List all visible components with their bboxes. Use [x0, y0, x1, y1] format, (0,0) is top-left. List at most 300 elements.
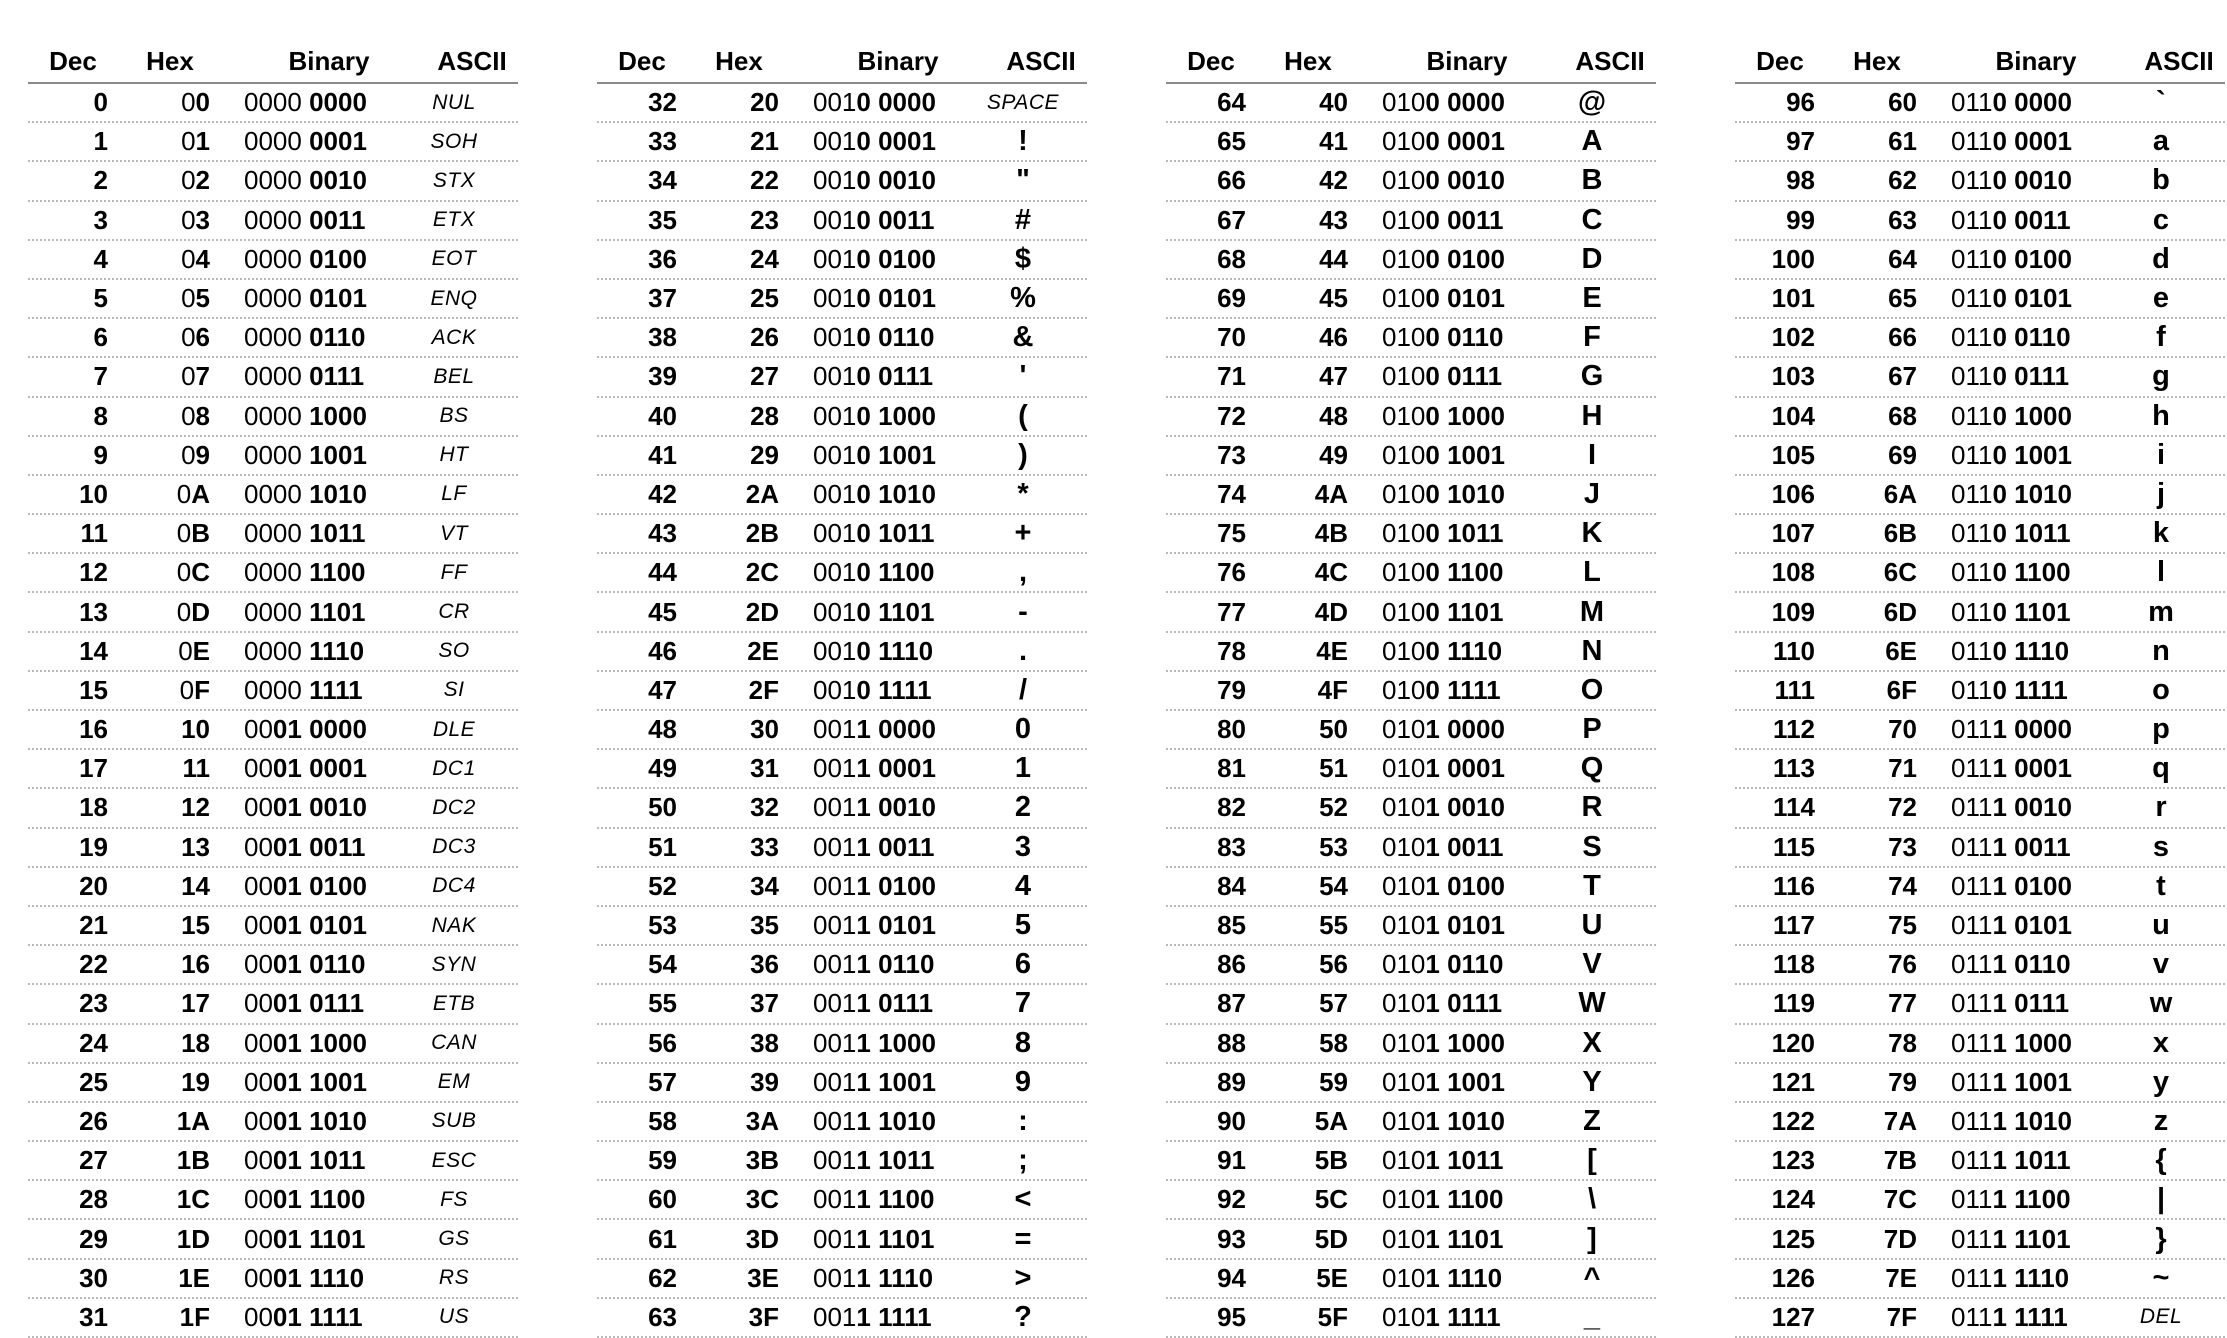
table-row — [597, 202, 1087, 241]
hex-significant-digits: 2B — [745, 518, 779, 549]
ascii-character: J — [1583, 477, 1601, 510]
hex-significant-digits: 36 — [750, 949, 779, 980]
binary-value: 0111 0011 — [1951, 831, 2071, 862]
hex-value — [1246, 1145, 1348, 1176]
binary-significant-bits: 1 1000 — [1992, 1027, 2072, 1058]
binary-significant-bits: 0 0110 — [1992, 322, 2071, 353]
ascii-character: H — [1581, 399, 1603, 432]
binary-value: 0100 1100 — [1382, 557, 1504, 588]
binary-value: 0001 1001 — [244, 1066, 367, 1097]
binary-value: 0001 1000 — [244, 1027, 367, 1058]
ascii-character: R — [1581, 791, 1603, 824]
binary-significant-bits: 1 0101 — [1992, 910, 2072, 941]
hex-value — [1815, 322, 1917, 353]
table-row — [28, 1181, 518, 1220]
ascii-character: NAK — [431, 913, 477, 937]
table-row — [1166, 789, 1656, 828]
binary-significant-bits: 0 1101 — [856, 596, 935, 627]
table-row — [1166, 868, 1656, 907]
hex-significant-digits: 78 — [1888, 1027, 1917, 1058]
hex-value — [677, 949, 779, 980]
table-row — [597, 985, 1087, 1024]
hex-value — [1246, 126, 1348, 157]
ascii-column-header: ASCII — [437, 45, 507, 76]
ascii-character: S — [1582, 830, 1602, 863]
binary-significant-bits: 1 0111 — [1992, 988, 2070, 1019]
binary-significant-bits: 0 0110 — [1425, 322, 1504, 353]
binary-column-header: Binary — [857, 45, 939, 76]
table-row — [1735, 789, 2225, 828]
ascii-character: L — [1583, 556, 1601, 589]
binary-value: 0111 1100 — [1951, 1184, 2071, 1215]
hex-significant-digits: 25 — [750, 283, 779, 314]
table-row — [1166, 1103, 1656, 1142]
table-row — [597, 319, 1087, 358]
binary-value: 0110 0100 — [1951, 243, 2072, 274]
ascii-character: Y — [1582, 1065, 1602, 1098]
ascii-character: i — [2156, 438, 2166, 471]
binary-significant-bits: 1 1100 — [856, 1184, 935, 1215]
binary-value: 0100 1110 — [1382, 635, 1503, 666]
binary-value: 0001 1110 — [244, 1262, 365, 1293]
ascii-character: * — [1017, 477, 1029, 510]
ascii-table-2 — [597, 40, 1087, 1338]
hex-value — [1815, 401, 1917, 432]
dec-value: 63 — [648, 1301, 677, 1332]
binary-significant-bits: 1 1010 — [1425, 1105, 1505, 1136]
binary-value: 0111 0111 — [1951, 988, 2070, 1019]
binary-significant-bits: 1 0101 — [856, 910, 936, 941]
dec-value: 68 — [1217, 243, 1246, 274]
binary-value: 0010 1101 — [813, 596, 935, 627]
hex-value — [677, 753, 779, 784]
table-row — [28, 1220, 518, 1259]
ascii-character: ~ — [2152, 1261, 2170, 1294]
ascii-character: | — [2156, 1183, 2166, 1216]
table-row — [28, 358, 518, 397]
table-row — [1735, 280, 2225, 319]
binary-value: 0111 0000 — [1951, 714, 2072, 745]
binary-value: 0101 1001 — [1382, 1066, 1505, 1097]
table-row — [1735, 241, 2225, 280]
dec-value: 110 — [1773, 635, 1815, 666]
dec-value: 72 — [1217, 400, 1246, 431]
binary-significant-bits: 0 1011 — [1992, 518, 2071, 549]
binary-significant-bits: 1 0011 — [1992, 831, 2071, 862]
table-row — [28, 946, 518, 985]
table-row — [28, 162, 518, 201]
ascii-character: 3 — [1014, 830, 1032, 863]
hex-significant-digits: 57 — [1319, 988, 1348, 1019]
hex-value — [1815, 165, 1917, 196]
binary-value: 0010 0101 — [813, 283, 936, 314]
dec-value: 40 — [648, 400, 677, 431]
table-row — [597, 711, 1087, 750]
ascii-character: < — [1014, 1183, 1032, 1216]
hex-value — [108, 1302, 210, 1333]
ascii-character: + — [1014, 517, 1032, 550]
table-row — [1735, 437, 2225, 476]
binary-value: 0000 0101 — [244, 283, 367, 314]
ascii-character: F — [1583, 321, 1601, 354]
hex-value — [1815, 910, 1917, 941]
hex-significant-digits: D — [191, 596, 210, 627]
hex-value — [1815, 832, 1917, 863]
binary-significant-bits: 0 1000 — [1425, 400, 1505, 431]
ascii-character: HT — [439, 443, 469, 467]
hex-significant-digits: 43 — [1319, 204, 1348, 235]
ascii-character: O — [1580, 673, 1604, 706]
hex-value — [1815, 675, 1917, 706]
table-row — [1735, 1103, 2225, 1142]
binary-significant-bits: 1010 — [309, 478, 367, 509]
ascii-character: GS — [438, 1227, 470, 1251]
dec-value: 29 — [79, 1223, 108, 1254]
hex-value — [1246, 322, 1348, 353]
hex-column-header: Hex — [715, 45, 763, 76]
table-row — [597, 1299, 1087, 1338]
binary-significant-bits: 0 1001 — [1992, 439, 2072, 470]
hex-significant-digits: 3B — [745, 1145, 779, 1176]
table-row — [1166, 241, 1656, 280]
table-row — [1735, 1025, 2225, 1064]
binary-significant-bits: 1101 — [309, 596, 366, 627]
hex-value — [1246, 518, 1348, 549]
hex-significant-digits: 34 — [750, 870, 779, 901]
table-row — [597, 1103, 1087, 1142]
table-row — [1166, 398, 1656, 437]
table-row — [1735, 711, 2225, 750]
binary-significant-bits: 0 0101 — [1425, 283, 1505, 314]
hex-value — [677, 440, 779, 471]
hex-significant-digits: 66 — [1888, 322, 1917, 353]
table-header — [597, 40, 1087, 84]
hex-value: 06 — [181, 322, 210, 353]
ascii-character: ] — [1587, 1222, 1597, 1255]
hex-significant-digits: 62 — [1888, 165, 1917, 196]
hex-significant-digits: 7A — [1883, 1105, 1917, 1136]
ascii-character: Q — [1580, 752, 1604, 785]
binary-significant-bits: 0 1001 — [1425, 439, 1505, 470]
hex-value: 0D — [176, 596, 210, 627]
binary-significant-bits: 1100 — [309, 557, 366, 588]
binary-significant-bits: 01 1100 — [272, 1184, 366, 1215]
hex-significant-digits: 58 — [1319, 1027, 1348, 1058]
binary-significant-bits: 0 0011 — [856, 204, 935, 235]
binary-significant-bits: 1 1111 — [856, 1301, 932, 1332]
table-row — [1166, 1142, 1656, 1181]
binary-significant-bits: 1 0001 — [1992, 753, 2072, 784]
dec-value: 10 — [79, 478, 108, 509]
ascii-character: K — [1581, 517, 1603, 550]
dec-value: 4 — [93, 243, 108, 274]
hex-significant-digits: 52 — [1319, 792, 1348, 823]
hex-significant-digits: 28 — [750, 400, 779, 431]
ascii-character: @ — [1577, 86, 1607, 119]
ascii-character: % — [1010, 282, 1036, 315]
binary-significant-bits: 0 1101 — [1425, 596, 1504, 627]
dec-value: 82 — [1217, 792, 1246, 823]
hex-value: 0F — [179, 674, 210, 705]
hex-significant-digits: 46 — [1319, 322, 1348, 353]
table-row — [1166, 633, 1656, 672]
hex-value — [1815, 1028, 1917, 1059]
table-row — [1735, 319, 2225, 358]
hex-significant-digits: 20 — [750, 87, 779, 118]
hex-value — [677, 1184, 779, 1215]
table-row — [597, 476, 1087, 515]
dec-value: 73 — [1217, 439, 1246, 470]
dec-value: 89 — [1217, 1066, 1246, 1097]
hex-value: 07 — [181, 361, 210, 392]
hex-value — [677, 1302, 779, 1333]
hex-value — [1815, 714, 1917, 745]
ascii-character: > — [1014, 1261, 1032, 1294]
binary-significant-bits: 0 0011 — [1425, 204, 1504, 235]
hex-value — [677, 479, 779, 510]
binary-value: 0110 1101 — [1951, 596, 2071, 627]
dec-value: 80 — [1217, 714, 1246, 745]
binary-significant-bits: 0 1111 — [1992, 674, 2068, 705]
hex-significant-digits: 64 — [1888, 243, 1917, 274]
hex-significant-digits: 22 — [750, 165, 779, 196]
hex-value — [1246, 910, 1348, 941]
hex-significant-digits: 77 — [1888, 988, 1917, 1019]
ascii-character: # — [1014, 203, 1032, 236]
binary-significant-bits: 1 1011 — [1425, 1145, 1504, 1176]
hex-value — [677, 714, 779, 745]
binary-column-header: Binary — [1426, 45, 1508, 76]
table-row — [1166, 946, 1656, 985]
binary-significant-bits: 0110 — [309, 322, 366, 353]
dec-value: 84 — [1217, 870, 1246, 901]
dec-value: 42 — [648, 478, 677, 509]
table-row — [1735, 554, 2225, 593]
binary-value: 0011 1000 — [813, 1027, 936, 1058]
dec-value: 30 — [79, 1262, 108, 1293]
hex-significant-digits: C — [191, 557, 210, 588]
table-row — [28, 554, 518, 593]
dec-value: 21 — [79, 910, 108, 941]
ascii-character: l — [2156, 556, 2166, 589]
hex-value — [1246, 1028, 1348, 1059]
binary-value: 0010 0001 — [813, 126, 936, 157]
ascii-character: ENQ — [430, 286, 478, 310]
table-row — [1735, 1299, 2225, 1338]
binary-value: 0101 0101 — [1382, 910, 1505, 941]
dec-value: 9 — [93, 439, 108, 470]
hex-significant-digits: 3A — [745, 1105, 779, 1136]
hex-value: 09 — [181, 439, 210, 470]
hex-significant-digits: 72 — [1888, 792, 1917, 823]
ascii-character: SPACE — [986, 90, 1060, 114]
binary-value: 0100 1011 — [1382, 518, 1504, 549]
dec-value: 88 — [1217, 1027, 1246, 1058]
ascii-character: ) — [1018, 438, 1028, 471]
table-row — [28, 437, 518, 476]
hex-significant-digits: 32 — [750, 792, 779, 823]
hex-value — [677, 557, 779, 588]
table-row — [28, 280, 518, 319]
dec-value: 8 — [93, 400, 108, 431]
binary-significant-bits: 0 0111 — [1992, 361, 2070, 392]
ascii-character: } — [2155, 1222, 2167, 1255]
binary-value: 0000 0110 — [244, 322, 366, 353]
dec-value: 58 — [648, 1105, 677, 1136]
ascii-character: B — [1581, 164, 1603, 197]
table-row — [597, 1064, 1087, 1103]
dec-value: 18 — [79, 792, 108, 823]
dec-value: 19 — [79, 831, 108, 862]
dec-value: 125 — [1771, 1223, 1815, 1254]
hex-significant-digits: 14 — [181, 870, 210, 901]
table-row — [1166, 593, 1656, 632]
binary-significant-bits: 0 1000 — [1992, 400, 2072, 431]
hex-significant-digits: 0 — [195, 87, 210, 118]
hex-significant-digits: 23 — [750, 204, 779, 235]
binary-significant-bits: 0 0110 — [856, 322, 935, 353]
table-row — [1735, 1220, 2225, 1259]
hex-significant-digits: 71 — [1888, 753, 1917, 784]
table-row — [1735, 515, 2225, 554]
hex-significant-digits: 13 — [181, 831, 210, 862]
dec-value: 36 — [648, 243, 677, 274]
table-row — [28, 123, 518, 162]
ascii-character: c — [2152, 203, 2170, 236]
table-row — [1166, 907, 1656, 946]
ascii-character: { — [2155, 1144, 2167, 1177]
table-row — [1735, 593, 2225, 632]
table-row — [1735, 202, 2225, 241]
dec-value: 53 — [648, 910, 677, 941]
hex-value — [677, 361, 779, 392]
hex-significant-digits: 7D — [1883, 1223, 1917, 1254]
hex-value — [677, 1224, 779, 1255]
binary-value: 0110 1110 — [1951, 635, 2070, 666]
dec-value: 38 — [648, 322, 677, 353]
hex-significant-digits: 63 — [1888, 204, 1917, 235]
hex-significant-digits: 4 — [195, 243, 210, 274]
dec-value: 65 — [1217, 126, 1246, 157]
hex-value — [1815, 753, 1917, 784]
table-row — [1735, 1260, 2225, 1299]
table-row — [28, 985, 518, 1024]
hex-significant-digits: 7 — [195, 361, 210, 392]
table-row — [597, 1142, 1087, 1181]
hex-significant-digits: 53 — [1319, 831, 1348, 862]
hex-significant-digits: 1F — [179, 1301, 210, 1332]
table-row — [28, 711, 518, 750]
dec-value: 66 — [1217, 165, 1246, 196]
dec-value: 101 — [1771, 283, 1815, 314]
binary-value: 0000 1001 — [244, 439, 367, 470]
dec-value: 48 — [648, 714, 677, 745]
table-row — [597, 398, 1087, 437]
ascii-character: 7 — [1014, 987, 1032, 1020]
table-row — [1735, 123, 2225, 162]
hex-significant-digits: 79 — [1888, 1066, 1917, 1097]
table-row — [1166, 829, 1656, 868]
ascii-character: y — [2152, 1065, 2170, 1098]
hex-value — [1246, 557, 1348, 588]
hex-value: 01 — [181, 126, 210, 157]
table-row — [597, 1260, 1087, 1299]
table-row — [597, 437, 1087, 476]
table-row — [28, 1142, 518, 1181]
dec-value: 108 — [1771, 557, 1815, 588]
table-row — [28, 1064, 518, 1103]
binary-value: 0101 1101 — [1382, 1223, 1504, 1254]
table-row — [28, 1260, 518, 1299]
binary-value: 0010 0100 — [813, 243, 936, 274]
binary-value: 0100 0101 — [1382, 283, 1505, 314]
hex-value — [1815, 87, 1917, 118]
dec-value: 2 — [93, 165, 108, 196]
ascii-character: FF — [440, 560, 468, 584]
binary-significant-bits: 0 0111 — [1425, 361, 1503, 392]
ascii-character: \ — [1587, 1183, 1597, 1216]
ascii-character: ? — [1014, 1300, 1032, 1333]
binary-value: 0101 0111 — [1382, 988, 1503, 1019]
ascii-character: LF — [441, 482, 467, 506]
binary-value: 0001 0000 — [244, 714, 367, 745]
binary-value: 0101 0010 — [1382, 792, 1505, 823]
hex-value — [1246, 244, 1348, 275]
hex-significant-digits: 4E — [1316, 635, 1348, 666]
binary-significant-bits: 1 1100 — [1992, 1184, 2071, 1215]
hex-value — [677, 1028, 779, 1059]
hex-value — [1246, 1224, 1348, 1255]
ascii-character: o — [2152, 673, 2170, 706]
table-row — [1735, 829, 2225, 868]
dec-value: 76 — [1217, 557, 1246, 588]
ascii-character: CR — [438, 600, 470, 624]
binary-significant-bits: 0001 — [309, 126, 367, 157]
table-row — [1166, 162, 1656, 201]
binary-significant-bits: 1 1101 — [1425, 1223, 1504, 1254]
dec-value: 49 — [648, 753, 677, 784]
dec-value: 99 — [1786, 204, 1815, 235]
hex-significant-digits: 33 — [750, 831, 779, 862]
binary-significant-bits: 1 1101 — [1992, 1223, 2071, 1254]
binary-value: 0110 0110 — [1951, 322, 2071, 353]
ascii-character: : — [1018, 1104, 1028, 1137]
binary-significant-bits: 0 1100 — [1992, 557, 2071, 588]
hex-significant-digits: 12 — [181, 792, 210, 823]
table-row — [28, 241, 518, 280]
table-row — [1735, 1064, 2225, 1103]
ascii-character: DC3 — [432, 835, 476, 859]
dec-value: 37 — [648, 283, 677, 314]
ascii-character: DC2 — [432, 795, 476, 819]
binary-significant-bits: 01 0101 — [272, 910, 367, 941]
hex-value — [1246, 675, 1348, 706]
hex-value — [1815, 1145, 1917, 1176]
dec-value: 90 — [1217, 1105, 1246, 1136]
table-row — [28, 476, 518, 515]
binary-value: 0101 1110 — [1382, 1262, 1503, 1293]
binary-value: 0110 0001 — [1951, 126, 2072, 157]
binary-value: 0111 1011 — [1951, 1145, 2071, 1176]
table-row — [1166, 358, 1656, 397]
binary-significant-bits: 01 1000 — [272, 1027, 367, 1058]
hex-significant-digits: 69 — [1888, 439, 1917, 470]
ascii-character: ETX — [432, 208, 476, 232]
dec-value: 26 — [79, 1105, 108, 1136]
hex-significant-digits: 24 — [750, 243, 779, 274]
binary-significant-bits: 1 1100 — [1425, 1184, 1504, 1215]
dec-value: 3 — [93, 204, 108, 235]
